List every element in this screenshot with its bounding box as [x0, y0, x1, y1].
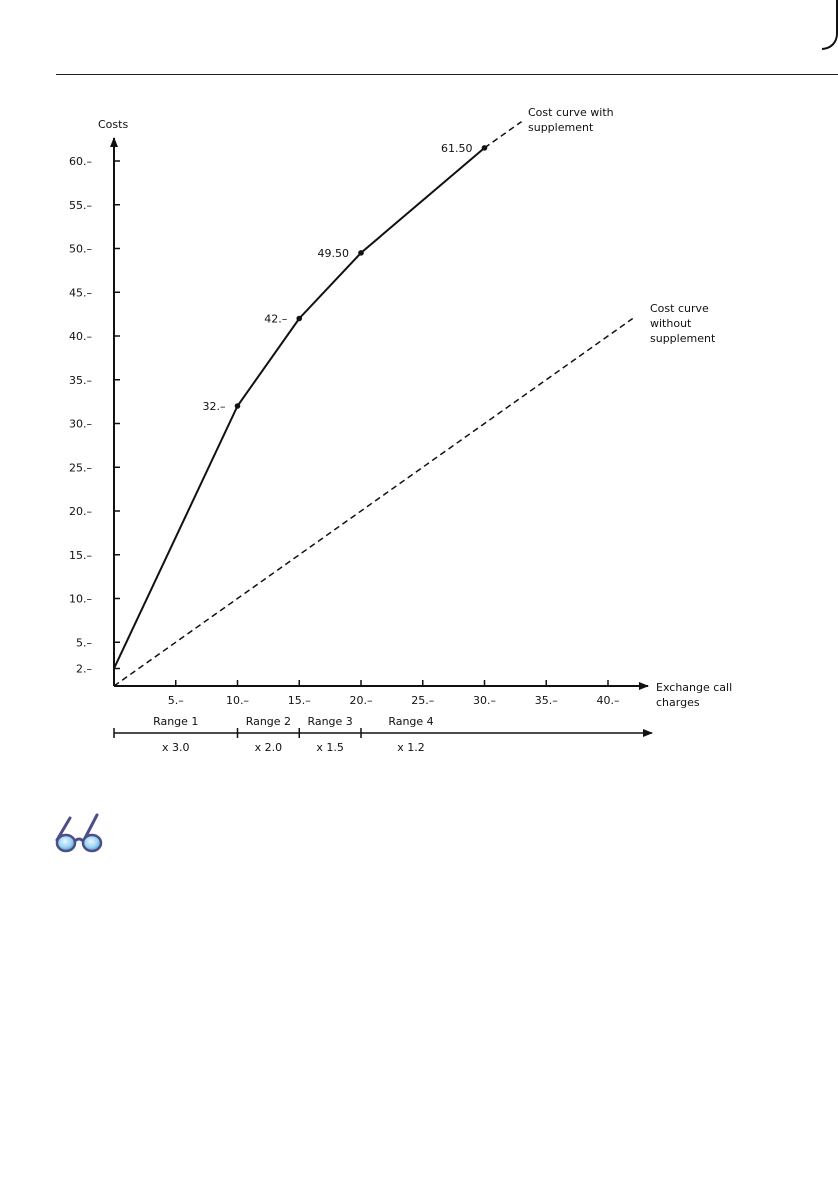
series-name-label: Cost curve with	[528, 106, 614, 119]
range-factor: x 2.0	[254, 741, 283, 754]
range-label: Range 1	[153, 715, 199, 728]
x-axis-label: Exchange call	[656, 681, 733, 694]
y-tick-label: 5.–	[76, 636, 92, 650]
range-label: Range 3	[307, 715, 353, 728]
y-tick-label: 50.–	[69, 242, 92, 256]
data-point-label: 42.–	[264, 312, 288, 326]
x-tick-label: 20.–	[349, 694, 373, 707]
y-tick-label: 55.–	[69, 198, 92, 212]
x-tick-label: 30.–	[473, 694, 496, 707]
range-factor: x 1.5	[316, 741, 344, 754]
y-tick-label: 60.–	[69, 155, 92, 168]
y-tick-label: 10.–	[69, 592, 92, 606]
y-tick-label: 40.–	[69, 330, 92, 343]
series-name-label: supplement	[650, 332, 716, 345]
x-tick-label: 5.–	[167, 694, 184, 707]
data-point-label: 32.–	[202, 400, 226, 413]
y-tick-label: 35.–	[69, 373, 92, 387]
y-tick-label: 15.–	[69, 548, 92, 562]
series-name-label: Cost curve	[650, 302, 709, 315]
data-point	[296, 316, 302, 322]
y-tick-label: 2.–	[76, 662, 92, 676]
data-point	[235, 403, 241, 409]
x-tick-label: 15.–	[287, 694, 311, 707]
glasses-icon	[54, 812, 104, 854]
y-tick-label: 25.–	[69, 461, 92, 475]
range-label: Range 4	[388, 715, 434, 728]
x-tick-label: 35.–	[534, 694, 558, 707]
y-tick-label: 30.–	[69, 417, 92, 431]
data-point-label: 61.50	[441, 141, 473, 155]
data-point	[482, 145, 488, 151]
y-axis-label: Costs	[98, 118, 129, 131]
y-tick-label: 20.–	[69, 505, 92, 518]
x-axis-label: charges	[656, 696, 700, 709]
data-point	[358, 250, 364, 256]
x-tick-label: 40.–	[596, 694, 620, 707]
series-name-label: without	[650, 317, 692, 330]
range-label: Range 2	[245, 715, 292, 728]
series-name-label: supplement	[528, 121, 594, 134]
range-factor: x 1.2	[397, 741, 425, 754]
series-extension-with-supplement	[485, 122, 522, 148]
y-tick-label: 45.–	[69, 286, 92, 300]
range-factor: x 3.0	[162, 741, 190, 754]
data-point-label: 49.50	[317, 246, 349, 260]
x-tick-label: 10.–	[226, 694, 249, 707]
series-line-with-supplement	[114, 148, 485, 669]
x-tick-label: 25.–	[411, 694, 435, 707]
